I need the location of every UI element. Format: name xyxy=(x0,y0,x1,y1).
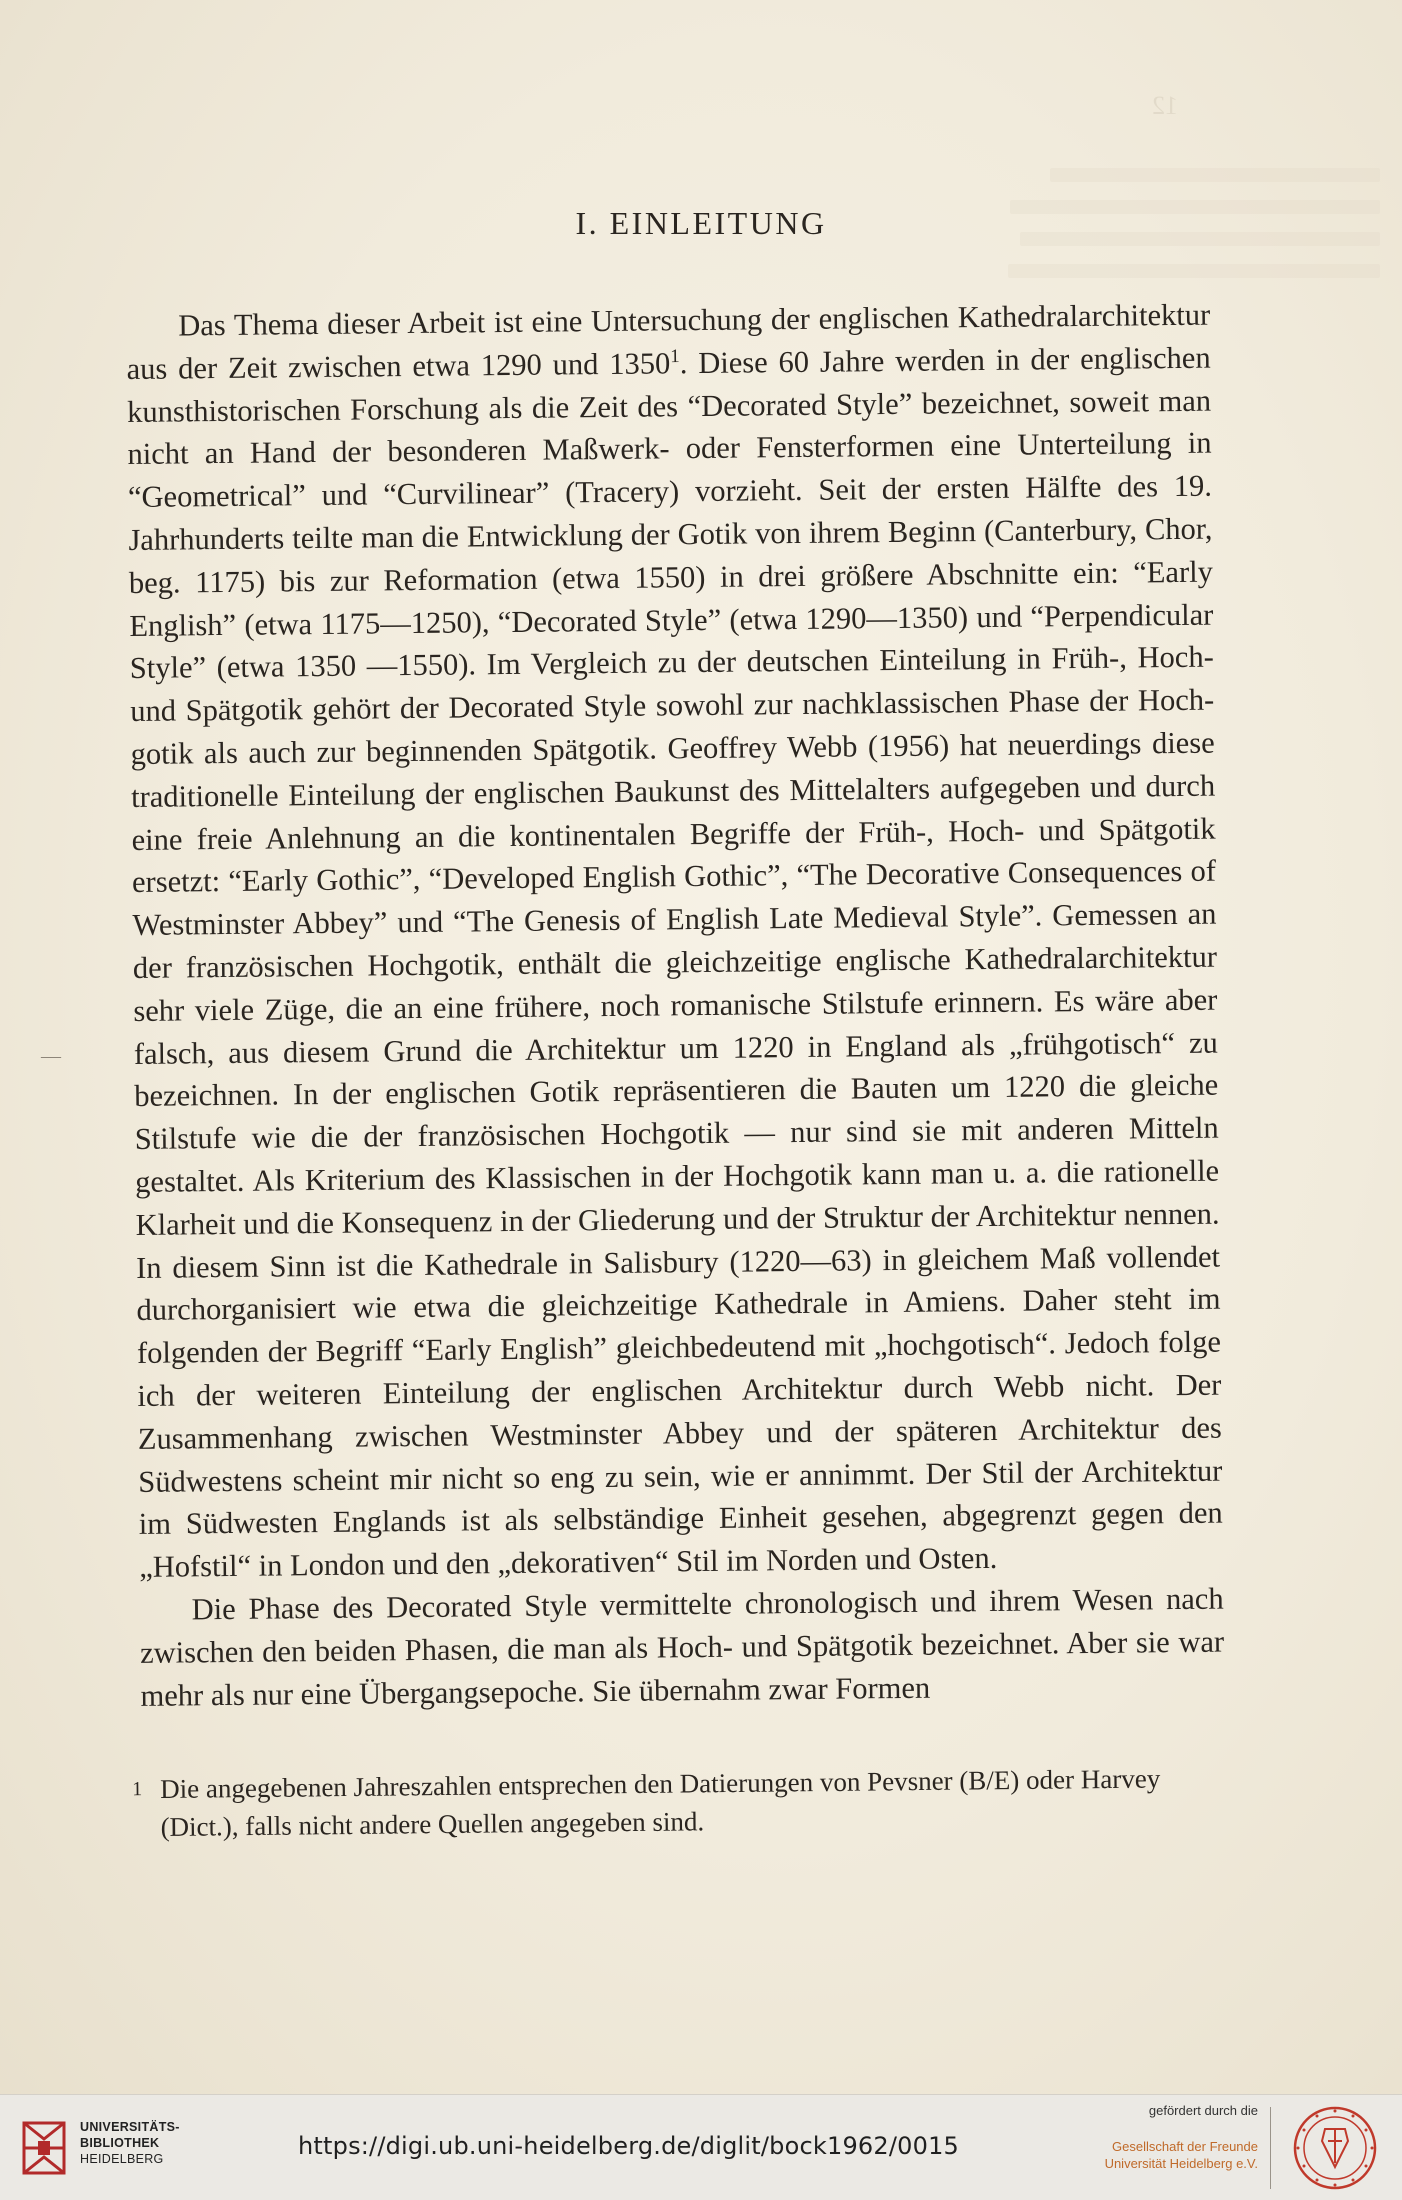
footnote xyxy=(132,1759,1211,1846)
footnote-marker: 1 xyxy=(132,1778,143,1801)
paragraph-2: Die Phase des Decorated Style vermittelte chronologisch und ihrem Wesen nach zwischen den beiden Phasen, die man als Hoch- und Spätgotik bezeichnet. Aber sie war mehr als nur eine Übergangsepoche. Sie übernahm zwar Formen xyxy=(139,1581,1225,1713)
ub-heidelberg-logo-icon[interactable] xyxy=(18,2115,70,2181)
viewer-footer xyxy=(0,2094,1402,2200)
bleed-through-page-number: 12 xyxy=(1152,91,1178,120)
margin-mark: — xyxy=(41,1045,61,1067)
university-seal-icon[interactable] xyxy=(1292,2105,1378,2191)
footer-divider xyxy=(1270,2107,1271,2189)
paragraph-1-text-start: Das Thema dieser Arbeit ist eine Untersuchung der englischen Kathedralarchitektur aus der Zeit zwischen etwa 1290 und 1350 xyxy=(126,297,1211,386)
permalink-url[interactable]: https://digi.ub.uni-heidelberg.de/diglit/bock1962/0015 xyxy=(298,2132,960,2160)
paragraph-1-text-end: . Diese 60 Jahre werden in der englischen kunsthistorischen Forschung als die Zeit des “Decorated Style” bezeichnet, soweit man nicht an Hand der besonderen Maßwerk- oder Fensterformen eine Unterteilung in “Geometrical” und “Curvilinear” (Tracery) vorzieht. Seit der ersten Hälfte des 19. Jahrhunderts teilte man die Entwicklung der Gotik von ihrem Beginn (Canterbury, Chor, beg. 1175) bis zur Reformation (etwa 1550) in drei größere Abschnitte ein: “Early English” (etwa 1175—1250), “Decorated Style” (etwa 1290—1350) und “Perpendicular Style” (etwa 1350 —1550). Im Vergleich zu der deutschen Einteilung in Früh-, Hoch- und Spätgotik gehört der Decorated Style sowohl zur nachklassischen Phase der Hochgotik als auch zur beginnenden Spätgotik. Geoffrey Webb (1956) hat neuerdings diese traditionelle Einteilung der englischen Baukunst des Mittelalters aufgegeben und durch eine freie Anlehnung an die kontinentalen Begriffe der Früh-, Hoch- und Spätgotik ersetzt: “Early Gothic”, “Developed English Gothic”, “The Decorative Consequences of Westminster Abbey” und “The Genesis of English Late Medieval Style”. Gemessen an der französischen Hochgotik, enthält die gleichzeitige englische Kathedralarchitektur sehr viele Züge, die an eine frühere, noch romanische Stilstufe erinnern. Es wäre aber falsch, aus diesem Grund die Architektur um 1220 in England als „frühgotisch“ zu bezeichnen. In der englischen Gotik repräsentieren die Bauten um 1220 die gleiche Stilstufe wie die der französischen Hochgotik — nur sind sie mit anderen Mitteln gestaltet. Als Kriterium des Klassischen in der Hochgotik kann man u. a. die rationelle Klarheit und die Konsequenz in der Gliederung und der Struktur der Architektur nennen. In diesem Sinn ist die Kathedrale in Salisbury (1220—63) in gleichem Maß vollendet durchorganisiert wie etwa die gleichzeitige Kathedrale in Amiens. Daher steht im folgenden der Begriff “Early English” gleichbedeutend mit „hochgotisch“. Jedoch folge ich der weiteren Einteilung der englischen Architektur durch Webb nicht. Der Zusammenhang zwischen Westminster Abbey und der späteren Architektur des Südwestens scheint mir nicht so eng zu sein, wie er annimmt. Der Stil der Architektur im Südwesten Englands ist als selbständige Einheit gesehen, abgegrenzt gegen den „Hofstil“ in London und den „dekorativen“ Stil im Norden und Osten. xyxy=(126,340,1223,1585)
body-text xyxy=(126,294,1225,1718)
library-name-line-3: HEIDELBERG xyxy=(80,2152,164,2166)
sponsor-name-line-1[interactable]: Gesellschaft der Freunde xyxy=(1112,2139,1258,2154)
library-name xyxy=(80,2119,180,2167)
footnote-text: Die angegebenen Jahreszahlen entsprechen den Datierungen von Pevsner (B/E) oder Harvey (Dict.), falls nicht andere Quellen angegeben sind. xyxy=(160,1763,1161,1842)
sponsor-name-line-2[interactable]: Universität Heidelberg e.V. xyxy=(1104,2156,1258,2171)
chapter-heading: I. EINLEITUNG xyxy=(575,205,827,241)
footnote-reference[interactable]: 1 xyxy=(670,345,680,367)
sponsor-block xyxy=(1088,2103,1258,2172)
sponsor-prefix: gefördert durch die xyxy=(1148,2103,1258,2118)
library-name-line-2: BIBLIOTHEK xyxy=(80,2136,160,2150)
paragraph-1 xyxy=(126,294,1223,1589)
library-name-line-1: UNIVERSITÄTS- xyxy=(80,2120,180,2134)
